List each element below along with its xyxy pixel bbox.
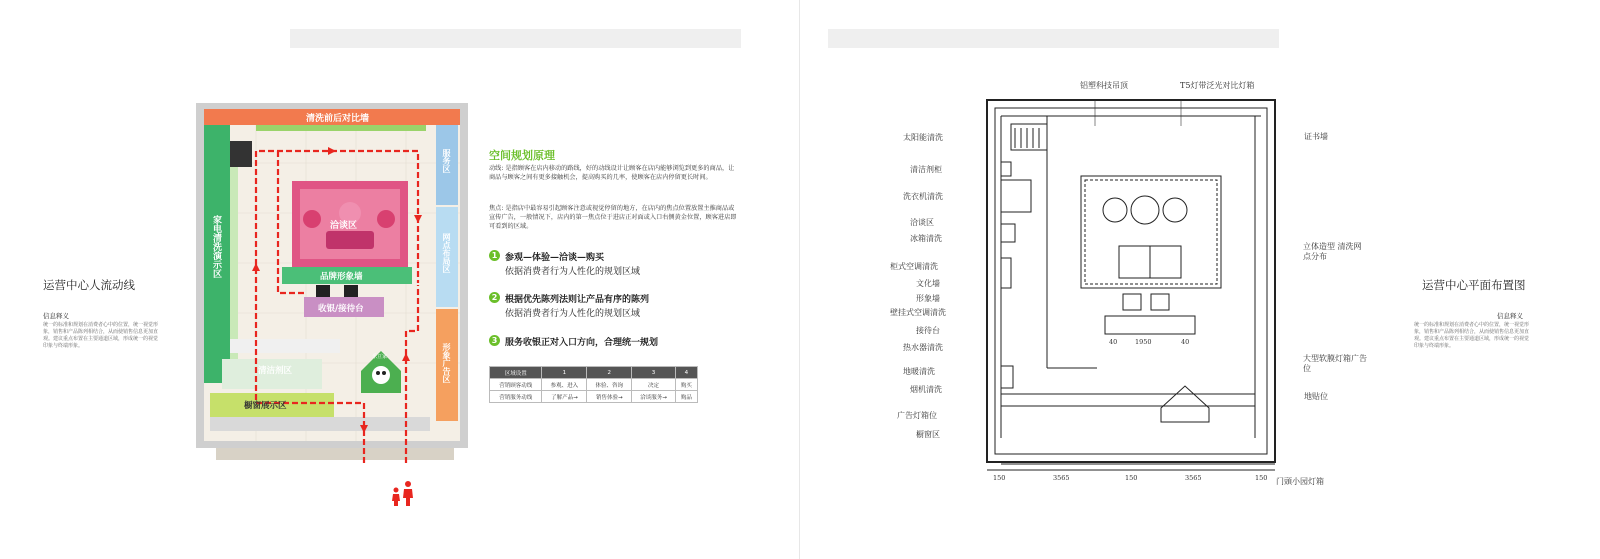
table-cell: 购买: [675, 379, 697, 391]
fp-left-label: 地暖清洗: [903, 367, 935, 376]
item-1-title: 参观—体验—洽谈—购买: [505, 253, 605, 263]
principles-title: 空间规划原理: [489, 149, 555, 162]
fp-left-label: 柜式空调清洗: [890, 262, 938, 271]
table-cell: 了解产品→: [542, 391, 587, 403]
table-header-cell: 3: [632, 367, 676, 379]
desk-dim-2: 1950: [1135, 338, 1152, 346]
color-plan-svg: [196, 103, 468, 463]
table-cell: 销售体验→: [587, 391, 632, 403]
table-cell: 购品: [675, 391, 697, 403]
item-3-title: 服务收银正对入口方向，合理统一规划: [505, 338, 659, 348]
flow-table: [489, 366, 698, 403]
fp-left-label: 烟机清洗: [910, 385, 942, 394]
dim-4: 3565: [1185, 474, 1202, 482]
fp-left-label: 橱窗区: [916, 430, 940, 439]
fp-right-label: 门頭小园灯箱: [1276, 477, 1324, 486]
fp-left-label: 壁挂式空调清洗: [890, 308, 946, 317]
fp-right-label: 证书墙: [1304, 132, 1328, 141]
fp-left-label: 洗衣机清洗: [903, 192, 943, 201]
fp-left-label: 洽谈区: [910, 218, 934, 227]
technical-plan-svg: [985, 98, 1285, 493]
table-cell: 营销顾客动线: [490, 379, 542, 391]
dim-2: 3565: [1053, 474, 1070, 482]
color-floor-plan: [196, 103, 468, 463]
mascot-label: 乐豆家: [372, 354, 388, 360]
item-1-sub: 依据消费者行为人性化的规划区域: [505, 267, 641, 277]
zone-reception: 收银/接待台: [318, 304, 364, 314]
table-cell: 体验、咨询: [587, 379, 632, 391]
zone-negotiation: 洽谈区: [330, 221, 358, 231]
technical-floor-plan: [985, 98, 1285, 493]
table-cell: 参观、进入: [542, 379, 587, 391]
zone-network: 网点布局区: [442, 233, 451, 273]
dim-3: 150: [1125, 474, 1138, 482]
zone-service: 服务区: [442, 149, 451, 173]
table-header-cell: 区域设置: [490, 367, 542, 379]
fp-left-label: 形象墙: [916, 294, 940, 303]
table-header-cell: 4: [675, 367, 697, 379]
fp-top-label-2: T5灯带泛光对比灯箱: [1180, 81, 1255, 90]
table-header-row: [490, 367, 698, 379]
zone-window: 橱窗展示区: [244, 401, 287, 411]
fp-left-label: 清洁剂柜: [910, 165, 942, 174]
fp-left-label: 文化墙: [916, 279, 940, 288]
left-page-body: 统一的标准和规划在消费者心中的位置，统一视觉形象，销售和产品陈列相结合，从而使销售信息更加直观。建议重点布置在主要通道区域，形成统一的视觉印象与终端形象。: [43, 322, 159, 349]
left-page-subtitle: 信息释义: [43, 312, 69, 320]
right-page-title: 运营中心平面布置图: [1422, 278, 1526, 292]
fp-left-label: 太阳能清洗: [903, 133, 943, 142]
fp-right-label: 立体造型 清洗网点分布: [1303, 242, 1362, 261]
principles-para-1: 动线: 是指顾客在店内移动的路线，好的动线设计让顾客在店内能够浏览到更多的商品，让商品与顾客之间有更多接触机会，提高购买的几率，使顾客在店内停留更长时间。: [489, 165, 735, 181]
fp-left-label: 广告灯箱位: [897, 411, 937, 420]
header-bar-left: [290, 29, 741, 48]
principles-para-2: 焦点: 是指店中最容易引起顾客注意或视觉停留的地方，在店内的焦点位置放置主推商品或宣传广告，一般情况下，店内的第一焦点位于进店正对面或入口右侧黄金位置，顾客进店即可看到的区域。: [489, 205, 737, 230]
zone-ad: 形象广告区: [442, 343, 451, 383]
item-2-number: 2: [489, 292, 500, 303]
item-2-sub: 依据消费者行为人性化的规划区域: [505, 309, 641, 319]
table-cell: 洽谈服务→: [632, 391, 676, 403]
zone-cleaning: 清洁剂区: [258, 366, 293, 376]
right-page-subtitle: 信息释义: [1497, 312, 1523, 320]
table-row: [490, 391, 698, 403]
dim-5: 150: [1255, 474, 1268, 482]
zone-top-wall: 清洗前后对比墙: [306, 114, 370, 124]
table-row: [490, 379, 698, 391]
left-page-title: 运营中心人流动线: [43, 278, 135, 292]
table-cell: 决定: [632, 379, 676, 391]
table-header-cell: 1: [542, 367, 587, 379]
item-3-number: 3: [489, 335, 500, 346]
right-page-body: 统一的标准和规划在消费者心中的位置，统一视觉形象，销售和产品陈列相结合，从而使销售信息更加直观。建议重点布置在主要通道区域，形成统一的视觉印象与终端形象。: [1414, 322, 1530, 349]
fp-left-label: 接待台: [916, 326, 940, 335]
desk-dim-3: 40: [1181, 338, 1190, 346]
zone-left-wall: 家电清洗演示区: [211, 215, 221, 278]
fp-right-label: 地贴位: [1304, 392, 1328, 401]
table-header-cell: 2: [587, 367, 632, 379]
dim-1: 150: [993, 474, 1006, 482]
item-2-title: 根据优先陈列法则让产品有序的陈列: [505, 295, 650, 305]
header-bar-right: [828, 29, 1279, 48]
desk-dim-1: 40: [1109, 338, 1118, 346]
table-cell: 营销服务动线: [490, 391, 542, 403]
page-spine: [799, 0, 800, 559]
item-1-number: 1: [489, 250, 500, 261]
people-icon: [388, 480, 416, 506]
fp-right-label: 大型软膜灯箱广告位: [1303, 354, 1367, 373]
fp-top-label-1: 铝塑科技吊顶: [1080, 81, 1128, 90]
fp-left-label: 冰箱清洗: [910, 234, 942, 243]
fp-left-label: 热水器清洗: [903, 343, 943, 352]
zone-brand-wall: 品牌形象墙: [320, 272, 363, 282]
